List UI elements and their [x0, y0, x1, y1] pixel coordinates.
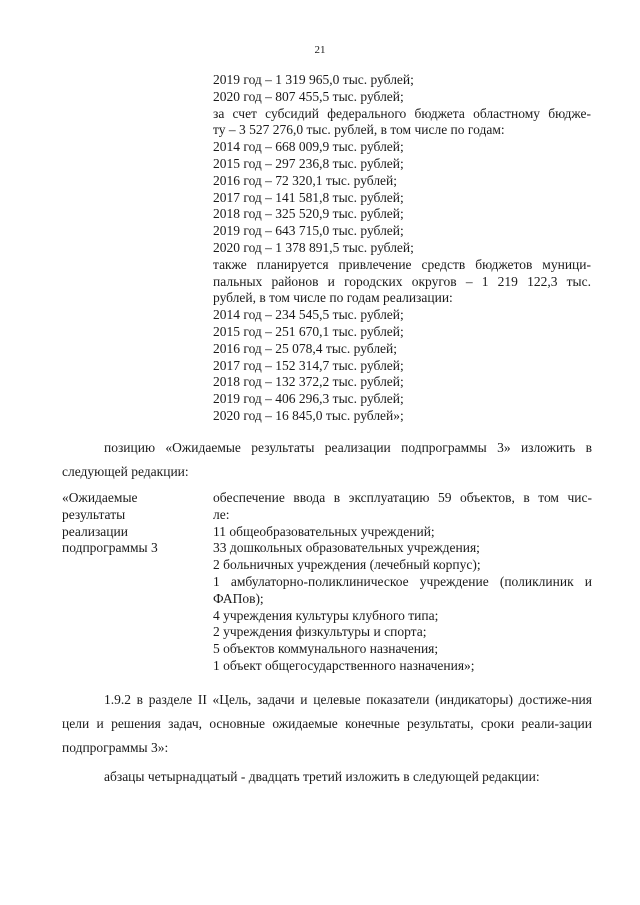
text-line: также планируется привлечение средств бюджетов муници-	[213, 256, 591, 272]
text-line: 2015 год – 251 670,1 тыс. рублей;	[213, 323, 404, 339]
text-line: 2014 год – 234 545,5 тыс. рублей;	[213, 307, 404, 323]
paragraph-instruction: абзацы четырнадцатый - двадцать третий изложить в следующей редакции:	[104, 769, 540, 784]
table-value-line: ле:	[213, 506, 230, 522]
table-label-column	[62, 490, 202, 557]
text-line: пальных районов и городских округов – 1 219 122,3 тыс.	[213, 273, 591, 289]
table-value-column	[213, 490, 592, 675]
text-line: 2018 год – 325 520,9 тыс. рублей;	[213, 206, 404, 222]
table-value-line: 2 больничных учреждения (лечебный корпус);	[213, 557, 481, 573]
text-line: 2014 год – 668 009,9 тыс. рублей;	[213, 139, 404, 155]
text-line: рублей, в том числе по годам реализации:	[213, 290, 453, 306]
table-label-line: результаты	[62, 506, 126, 522]
table-label-line: подпрограммы 3	[62, 540, 158, 556]
table-value-line: 11 общеобразовательных учреждений;	[213, 523, 435, 539]
table-value-line: 1 амбулаторно-поликлиническое учреждение (поликлиник и	[213, 573, 592, 589]
text-line: 2015 год – 297 236,8 тыс. рублей;	[213, 155, 404, 171]
text-line: ту – 3 527 276,0 тыс. рублей, в том числе по годам:	[213, 122, 505, 138]
funding-breakdown	[213, 72, 591, 425]
text-line: за счет субсидий федерального бюджета областному бюдже-	[213, 105, 591, 121]
text-line: 2020 год – 807 455,5 тыс. рублей;	[213, 88, 404, 104]
table-value-line: обеспечение ввода в эксплуатацию 59 объектов, в том чис-	[213, 490, 592, 505]
text-line: 2017 год – 152 314,7 тыс. рублей;	[213, 357, 404, 373]
text-line: 2020 год – 16 845,0 тыс. рублей»;	[213, 407, 404, 423]
table-value-line: 4 учреждения культуры клубного типа;	[213, 607, 439, 623]
table-label-line: реализации	[62, 523, 128, 539]
text-line: 2017 год – 141 581,8 тыс. рублей;	[213, 189, 404, 205]
table-value-line: 33 дошкольных образовательных учреждения;	[213, 540, 480, 556]
page-number: 21	[314, 44, 326, 56]
table-value-line: 2 учреждения физкультуры и спорта;	[213, 624, 427, 640]
text-line: 2019 год – 1 319 965,0 тыс. рублей;	[213, 72, 414, 87]
paragraph-expected-results: позицию «Ожидаемые результаты реализации подпрограммы 3» изложить в следующей редакции:	[62, 440, 592, 479]
table-value-line: ФАПов);	[213, 590, 264, 606]
text-line: 2016 год – 72 320,1 тыс. рублей;	[213, 172, 398, 188]
table-value-line: 5 объектов коммунального назначения;	[213, 641, 439, 657]
text-line: 2020 год – 1 378 891,5 тыс. рублей;	[213, 239, 414, 255]
text-line: 2018 год – 132 372,2 тыс. рублей;	[213, 374, 404, 390]
text-line: 2019 год – 406 296,3 тыс. рублей;	[213, 391, 404, 407]
table-value-line: 1 объект общегосударственного назначения»;	[213, 657, 475, 673]
text-line: 2019 год – 643 715,0 тыс. рублей;	[213, 223, 404, 239]
table-label-line: «Ожидаемые	[62, 490, 138, 505]
paragraph-section-ii: 1.9.2 в разделе II «Цель, задачи и целевые показатели (индикаторы) достиже-ния цели и решения задач, основные ожидаемые конечные результаты, сроки реали-зации подпрограммы 3»:	[62, 692, 592, 755]
text-line: 2016 год – 25 078,4 тыс. рублей;	[213, 340, 398, 356]
